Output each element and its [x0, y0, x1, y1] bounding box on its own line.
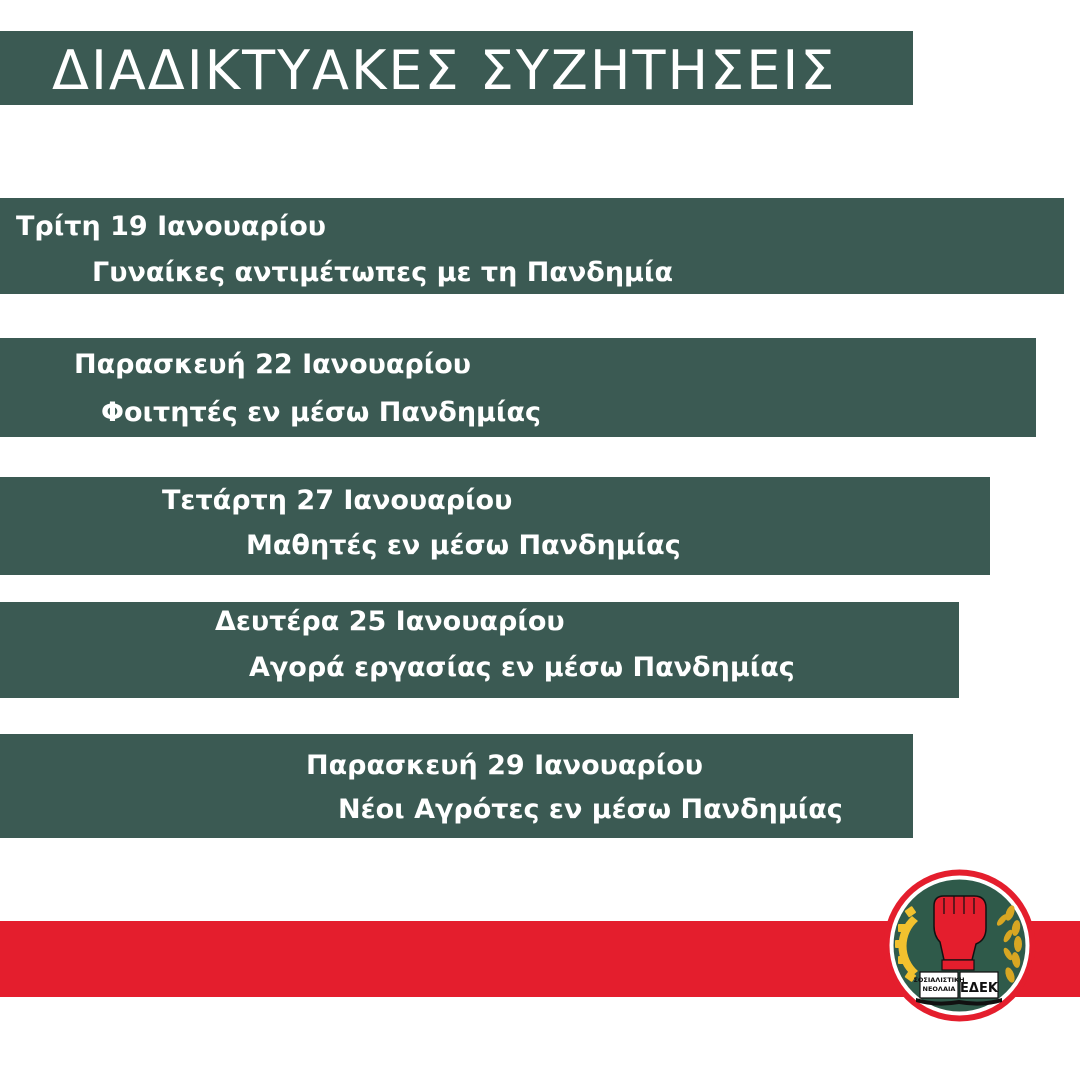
page-title: ΔΙΑΔΙΚΤΥΑΚΕΣ ΣΥΖΗΤΗΣΕΙΣ	[52, 39, 837, 102]
event-date: Τρίτη 19 Ιανουαρίου	[16, 211, 327, 242]
organization-logo	[882, 868, 1037, 1023]
logo-org-name: ΕΔΕΚ	[960, 981, 998, 996]
event-card-2	[0, 338, 1036, 437]
event-topic: Μαθητές εν μέσω Πανδημίας	[246, 530, 681, 561]
event-date: Τετάρτη 27 Ιανουαρίου	[162, 485, 513, 516]
event-card-4	[0, 602, 959, 698]
event-date: Παρασκευή 22 Ιανουαρίου	[74, 349, 472, 380]
event-topic: Φοιτητές εν μέσω Πανδημίας	[101, 397, 542, 428]
logo-text-line1: ΣΟΣΙΑΛΙΣΤΙΚΗ	[913, 976, 965, 984]
event-date: Παρασκευή 29 Ιανουαρίου	[306, 750, 704, 781]
event-card-5	[0, 734, 913, 838]
event-card-3	[0, 477, 990, 575]
event-topic: Γυναίκες αντιμέτωπες με τη Πανδημία	[92, 257, 673, 288]
event-topic: Νέοι Αγρότες εν μέσω Πανδημίας	[338, 794, 843, 825]
event-card-1	[0, 198, 1064, 294]
event-topic: Αγορά εργασίας εν μέσω Πανδημίας	[249, 652, 795, 683]
event-date: Δευτέρα 25 Ιανουαρίου	[215, 606, 565, 637]
logo-text-line2: ΝΕΟΛΑΙΑ	[922, 985, 956, 993]
